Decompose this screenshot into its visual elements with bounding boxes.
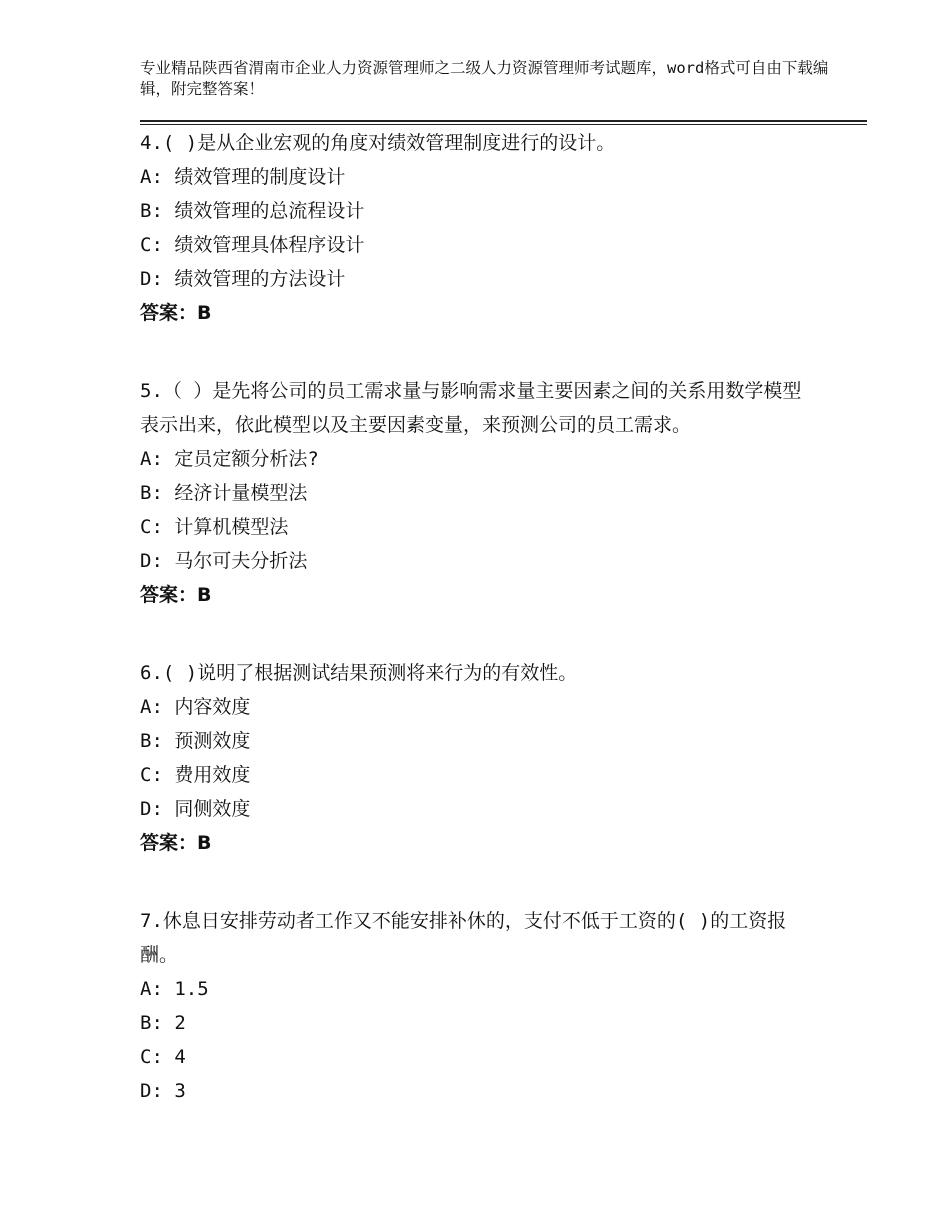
option-c: C: 绩效管理具体程序设计	[140, 234, 365, 256]
option-d: D: 3	[140, 1080, 186, 1102]
option-d: D: 同侧效度	[140, 798, 251, 820]
question-list	[140, 126, 820, 1152]
option-a: A: 1.5	[140, 978, 209, 1000]
option-c: C: 计算机模型法	[140, 516, 289, 538]
question-stem: 5.（ ）是先将公司的员工需求量与影响需求量主要因素之间的关系用数学模型表示出来，依此模型以及主要因素变量，来预测公司的员工需求。	[140, 380, 802, 436]
question-6	[140, 656, 820, 860]
option-a: A: 内容效度	[140, 696, 251, 718]
question-4	[140, 126, 820, 330]
option-a: A: 定员定额分析法?	[140, 448, 319, 470]
question-stem: 7.休息日安排劳动者工作又不能安排补休的，支付不低于工资的( )的工资报酬。	[140, 910, 787, 966]
document-header: 专业精品陕西省渭南市企业人力资源管理师之二级人力资源管理师考试题库，word格式可自由下载编辑，附完整答案！	[140, 59, 829, 98]
option-b: B: 2	[140, 1012, 186, 1034]
option-b: B: 预测效度	[140, 730, 251, 752]
option-d: D: 马尔可夫分折法	[140, 550, 308, 572]
option-d: D: 绩效管理的方法设计	[140, 268, 346, 290]
question-stem: 4.( )是从企业宏观的角度对绩效管理制度进行的设计。	[140, 132, 616, 154]
option-b: B: 经济计量模型法	[140, 482, 308, 504]
option-a: A: 绩效管理的制度设计	[140, 166, 346, 188]
header-rule-thick	[140, 120, 867, 122]
answer-text: 答案：B	[140, 832, 212, 854]
option-c: C: 4	[140, 1046, 186, 1068]
question-stem: 6.( )说明了根据测试结果预测将来行为的有效性。	[140, 662, 578, 684]
question-7	[140, 904, 820, 1108]
answer-text: 答案：B	[140, 302, 212, 324]
option-b: B: 绩效管理的总流程设计	[140, 200, 365, 222]
answer-text: 答案：B	[140, 584, 212, 606]
question-5	[140, 374, 820, 612]
option-c: C: 费用效度	[140, 764, 251, 786]
header-rule-thin	[140, 124, 867, 125]
